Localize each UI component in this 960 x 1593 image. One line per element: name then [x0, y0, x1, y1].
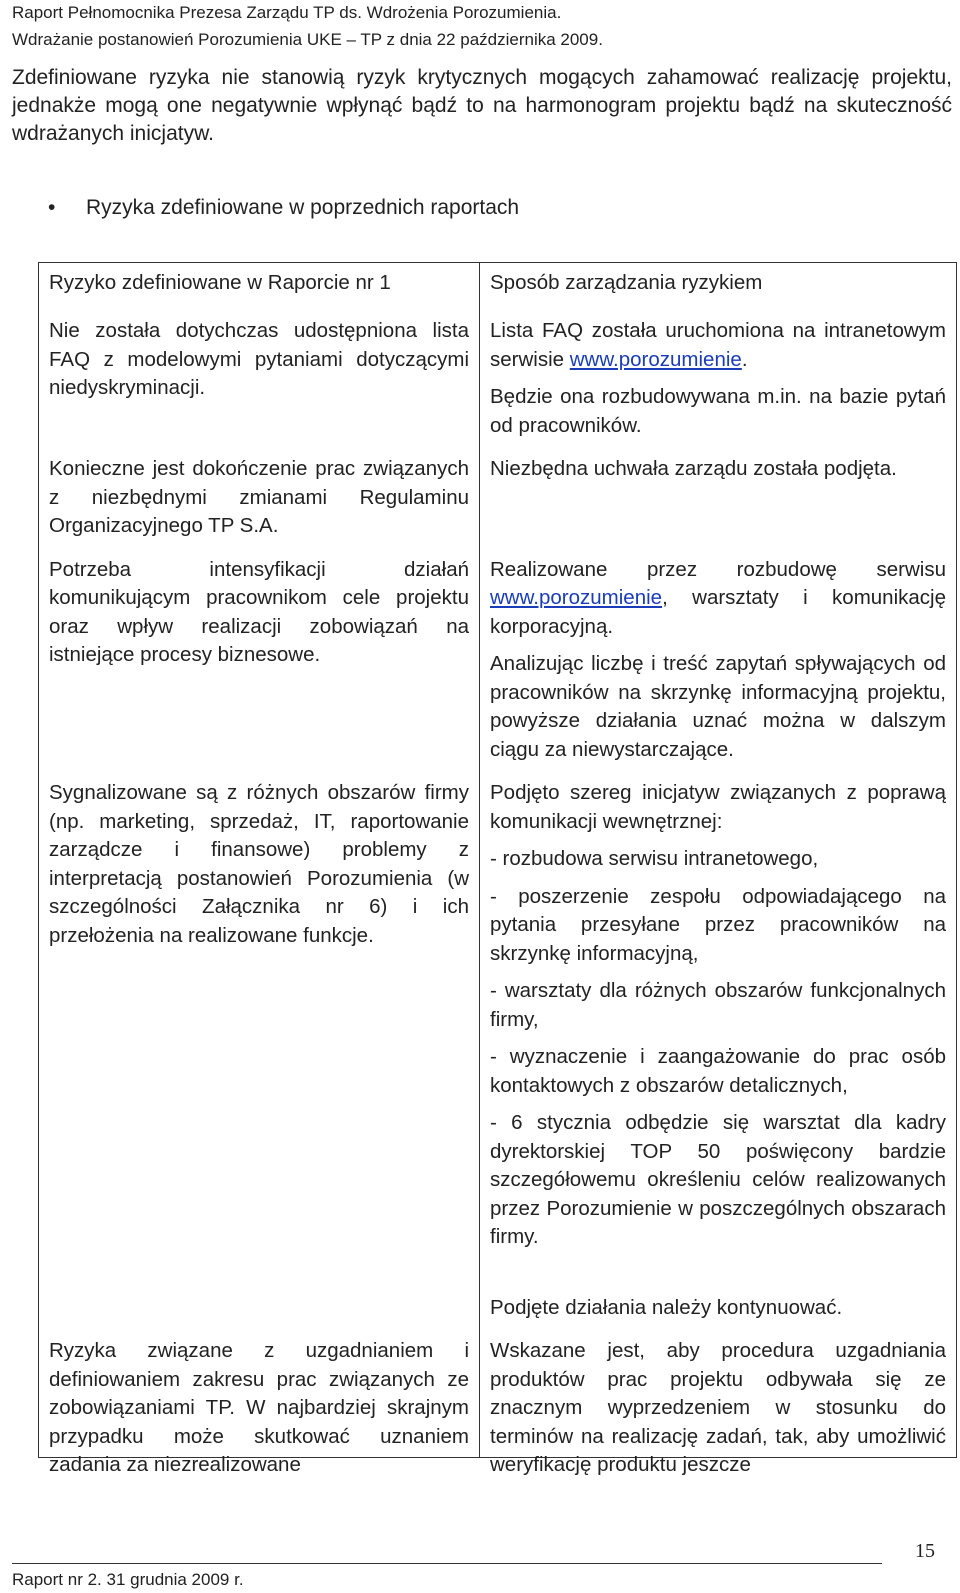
text-span: Realizowane przez rozbudowę serwisu	[490, 557, 946, 581]
management-text: Podjęto szereg inicjatyw związanych z poprawą komunikacji wewnętrznej:	[490, 781, 946, 833]
bullet-text: Ryzyka zdefiniowane w poprzednich raportach	[86, 196, 520, 219]
management-text: Analizując liczbę i treść zapytań spływających od pracowników na skrzynkę informacyjną projektu, powyższe działania uznać można w dalszym ciągu za niewystarczające.	[490, 652, 946, 761]
management-cell	[480, 311, 957, 449]
page-number: 15	[915, 1540, 935, 1562]
management-cell	[480, 1331, 957, 1476]
porozumienie-link[interactable]: www.porozumienie	[569, 347, 742, 371]
table-row	[39, 311, 957, 449]
management-text	[490, 317, 946, 374]
management-list-item: - rozbudowa serwisu intranetowego,	[490, 847, 819, 870]
management-text: Będzie ona rozbudowywana m.in. na bazie pytań od pracowników.	[490, 385, 946, 437]
table-row	[39, 1331, 957, 1458]
risk-cell	[39, 550, 480, 774]
table-row	[39, 449, 957, 550]
management-cell	[480, 449, 957, 550]
bullet-dot-icon: •	[48, 196, 56, 219]
management-list-item: - 6 stycznia odbędzie się warsztat dla kadry dyrektorskiej TOP 50 poświęcony bardzie szczegółowemu określeniu celów realizowanych przez Porozumienie w poszczególnych obszarach firmy.	[490, 1111, 946, 1248]
footer-text: Raport nr 2. 31 grudnia 2009 r.	[12, 1570, 244, 1589]
risk-text: Ryzyka związane z uzgadnianiem i definiowaniem zakresu prac związanych ze zobowiązaniami TP. W najbardziej skrajnym przypadku może skutkować uznaniem zadania za niezrealizowane	[49, 1339, 469, 1476]
management-cell	[480, 550, 957, 774]
management-text: Wskazane jest, aby procedura uzgadniania produktów prac projektu odbywała się ze znacznym wyprzedzeniem w stosunku do terminów na realizację zadań, tak, aby umożliwić weryfikację produktu jeszcze	[490, 1339, 946, 1476]
management-list-item: - poszerzenie zespołu odpowiadającego na pytania przesyłane przez pracowników na skrzynkę informacyjną,	[490, 884, 946, 965]
running-header-subtitle: Wdrażanie postanowień Porozumienia UKE – TP z dnia 22 października 2009.	[12, 30, 603, 49]
header-cell-risk: Ryzyko zdefiniowane w Raporcie nr 1	[39, 263, 480, 312]
risk-text: Sygnalizowane są z różnych obszarów firmy (np. marketing, sprzedaż, IT, raportowanie zarządcze i finansowe) problemy z interpretacją postanowień Porozumienia (w szczególności Załącznika nr 6) i ich przełożenia na realizowane funkcje.	[49, 781, 469, 947]
text-span: , warsztaty i komunikację korporacyjną.	[490, 586, 946, 638]
risk-text: Konieczne jest dokończenie prac związanych z niezbędnymi zmianami Regulaminu Organizacyjnego TP S.A.	[49, 457, 469, 537]
porozumienie-link[interactable]: www.porozumienie	[490, 586, 663, 609]
management-list-item: - warsztaty dla różnych obszarów funkcjonalnych firmy,	[490, 979, 946, 1031]
risk-cell	[39, 311, 480, 449]
management-text	[490, 556, 946, 642]
footer-divider	[12, 1563, 882, 1564]
table-row	[39, 550, 957, 774]
risk-text: Potrzeba intensyfikacji działań komunikującym pracownikom cele projektu oraz wpływ realizacji zobowiązań na istniejące procesy biznesowe.	[49, 557, 469, 666]
header-cell-management: Sposób zarządzania ryzykiem	[480, 263, 957, 312]
table-row	[39, 773, 957, 1331]
management-text: Podjęte działania należy kontynuować.	[490, 1295, 843, 1319]
table-header-row	[39, 263, 957, 312]
text-span: Lista FAQ została uruchomiona na intranetowym serwisie	[490, 319, 946, 371]
risk-cell	[39, 449, 480, 550]
cell-clip	[49, 1337, 469, 1476]
running-header-title: Raport Pełnomocnika Prezesa Zarządu TP ds. Wdrożenia Porozumienia.	[12, 3, 562, 22]
management-list-item: - wyznaczenie i zaangażowanie do prac osób kontaktowych z obszarów detalicznych,	[490, 1045, 946, 1097]
risk-cell	[39, 773, 480, 1331]
management-cell	[480, 773, 957, 1331]
risk-table	[38, 262, 957, 1476]
management-text: Niezbędna uchwała zarządu została podjęta.	[490, 457, 897, 480]
risk-cell	[39, 1331, 480, 1476]
risk-text: Nie została dotychczas udostępniona lista FAQ z modelowymi pytaniami dotyczącymi niedyskryminacji.	[49, 319, 469, 399]
intro-paragraph: Zdefiniowane ryzyka nie stanowią ryzyk krytycznych mogących zahamować realizację projektu, jednakże mogą one negatywnie wpłynąć bądź to na harmonogram projektu bądź na skuteczność wdrażanych inicjatyw.	[12, 66, 952, 145]
text-span: .	[741, 347, 748, 371]
cell-clip	[490, 1337, 946, 1476]
